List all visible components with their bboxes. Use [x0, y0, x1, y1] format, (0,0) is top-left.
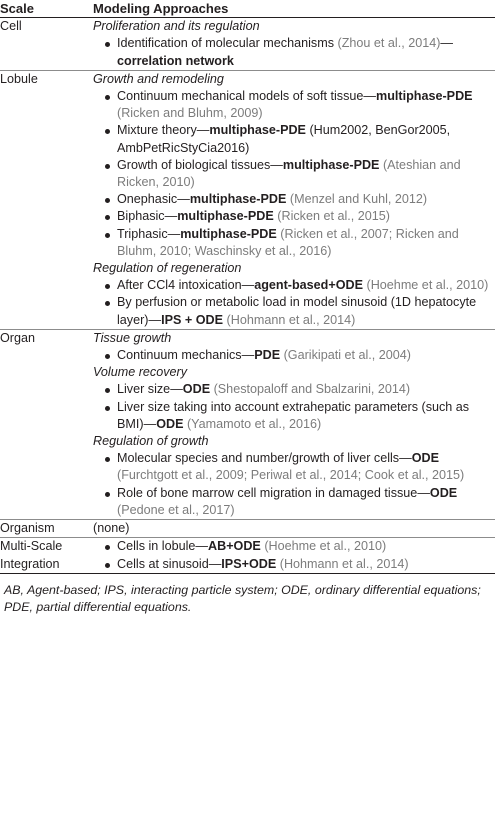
list-item — [104, 485, 495, 519]
item-text: Cells in lobule — [117, 539, 196, 554]
item-sep: — — [208, 556, 222, 571]
item-method: ODE — [156, 416, 184, 431]
approaches-cell — [93, 18, 495, 71]
approaches-cell — [93, 538, 495, 573]
item-ref: (Yamamoto et al., 2016) — [183, 416, 322, 431]
item-method: multiphase-PDE — [180, 226, 277, 241]
item-ref: (Hohmann et al., 2014) — [223, 312, 356, 327]
item-text: Continuum mechanical models of soft tissue — [117, 89, 364, 104]
item-text: Role of bone marrow cell migration in damaged tissue — [117, 485, 418, 500]
list-item — [104, 450, 495, 484]
item-text: Liver size — [117, 382, 171, 397]
item-method: PDE — [254, 348, 281, 363]
item-method: ODE — [411, 451, 439, 466]
item-ref: (Menzel and Kuhl, 2012) — [286, 192, 428, 207]
group-title: Regulation of growth — [93, 434, 209, 449]
item-sep: — — [417, 485, 430, 500]
approach-list — [93, 347, 495, 364]
item-method: AB+ODE — [208, 539, 261, 554]
table-row — [0, 18, 495, 71]
item-ref2: (Hum2002, BenGor2005, AmbPetRicStyCia2016) — [117, 123, 451, 155]
approaches-cell — [93, 70, 495, 329]
group-title: Growth and remodeling — [93, 71, 224, 86]
approach-list — [93, 450, 495, 519]
table-body — [0, 18, 495, 574]
item-ref: (Garikipati et al., 2004) — [280, 348, 412, 363]
item-sep: — — [195, 539, 208, 554]
item-sep: — — [241, 348, 255, 363]
item-ref: (Hohmann et al., 2014) — [276, 556, 409, 571]
list-item — [104, 556, 495, 573]
scale-cell: Multi-Scale Integration — [0, 538, 93, 573]
item-text: Onephasic — [117, 192, 178, 207]
item-method: multiphase-PDE — [376, 89, 473, 104]
item-ref: (Zhou et al., 2014) — [337, 36, 441, 51]
approach-list — [93, 88, 495, 260]
item-sep: — — [270, 157, 283, 172]
list-item — [104, 347, 495, 364]
group-title: Regulation of regeneration — [93, 261, 242, 276]
list-item — [104, 294, 495, 328]
item-ref: (Furchtgott et al., 2009; Periwal et al., 2014; Cook et al., 2015) — [117, 468, 465, 483]
item-sep: — — [440, 36, 454, 51]
item-ref: (Ricken et al., 2015) — [273, 209, 390, 224]
list-item — [104, 277, 495, 294]
scale-cell: Lobule — [0, 70, 93, 329]
header-row — [0, 0, 495, 18]
approach-list — [93, 35, 495, 69]
header-scale: Scale — [0, 0, 93, 18]
item-text: Identification of molecular mechanisms — [117, 36, 338, 51]
item-ref: (Hoehme et al., 2010) — [363, 278, 489, 293]
item-text: By perfusion or metabolic load in model sinusoid (1D hepatocyte layer) — [117, 295, 477, 327]
approach-list — [93, 277, 495, 329]
item-text: Mixture theory — [117, 123, 197, 138]
item-text: Liver size taking into account extrahepatic parameters (such as BMI) — [117, 399, 470, 431]
scale-cell: Organism — [0, 520, 93, 538]
list-item — [104, 88, 495, 122]
item-method: multiphase-PDE — [209, 123, 306, 138]
item-sep: — — [167, 226, 181, 241]
item-sep: — — [170, 382, 183, 397]
item-ref: (Hoehme et al., 2010) — [260, 539, 387, 554]
item-method: multiphase-PDE — [282, 157, 380, 172]
header-approaches: Modeling Approaches — [93, 0, 495, 18]
item-text: Cells at sinusoid — [117, 556, 209, 571]
list-item — [104, 538, 495, 555]
item-sep: — — [399, 451, 412, 466]
item-method: agent-based+ODE — [254, 278, 364, 293]
item-method: IPS+ODE — [221, 556, 277, 571]
item-ref: (Ricken et al., 2007; Ricken and Bluhm, 2010; Waschinsky et al., 2016) — [117, 226, 459, 258]
item-text: Continuum mechanics — [117, 348, 242, 363]
scale-cell: Cell — [0, 18, 93, 71]
approach-list — [93, 538, 495, 572]
list-item — [104, 208, 495, 225]
list-item — [104, 191, 495, 208]
table-footnote: AB, Agent-based; IPS, interacting particle system; ODE, ordinary differential equations; PDE, partial differential equations. — [4, 582, 481, 614]
item-text: Triphasic — [117, 226, 168, 241]
plain-text: (none) — [93, 521, 130, 536]
approach-list — [93, 381, 495, 433]
item-ref: (Ricken and Bluhm, 2009) — [117, 106, 263, 121]
item-method: IPS + ODE — [161, 312, 224, 327]
table-row — [0, 70, 495, 329]
item-text: Growth of biological tissues — [117, 157, 271, 172]
list-item — [104, 122, 495, 156]
list-item — [104, 157, 495, 191]
item-ref: (Pedone et al., 2017) — [117, 502, 235, 517]
table-row — [0, 520, 495, 538]
item-sep: — — [241, 278, 255, 293]
item-method: multiphase-PDE — [177, 209, 274, 224]
item-sep: — — [177, 192, 190, 207]
item-method: multiphase-PDE — [189, 192, 287, 207]
table-row — [0, 329, 495, 519]
item-sep: — — [148, 312, 162, 327]
item-ref: (Ateshian and Ricken, 2010) — [117, 157, 461, 190]
item-sep: — — [164, 209, 178, 224]
approaches-cell — [93, 520, 495, 538]
group-title: Tissue growth — [93, 330, 172, 345]
list-item — [104, 35, 495, 69]
item-text: Biphasic — [117, 209, 165, 224]
item-text: Molecular species and number/growth of liver cells — [117, 451, 400, 466]
item-method: ODE — [182, 382, 211, 397]
item-sep: — — [196, 123, 210, 138]
item-ref: (Shestopaloff and Sbalzarini, 2014) — [210, 382, 411, 397]
item-sep: — — [363, 89, 376, 104]
item-text: After CCl4 intoxication — [117, 278, 242, 293]
table-row — [0, 538, 495, 573]
list-item — [104, 399, 495, 433]
item-method: ODE — [429, 485, 458, 500]
scale-cell: Organ — [0, 329, 93, 519]
approaches-cell — [93, 329, 495, 519]
group-title: Proliferation and its regulation — [93, 19, 260, 34]
group-title: Volume recovery — [93, 365, 188, 380]
list-item — [104, 226, 495, 260]
item-method: correlation network — [117, 53, 234, 68]
list-item — [104, 381, 495, 398]
item-sep: — — [143, 416, 157, 431]
